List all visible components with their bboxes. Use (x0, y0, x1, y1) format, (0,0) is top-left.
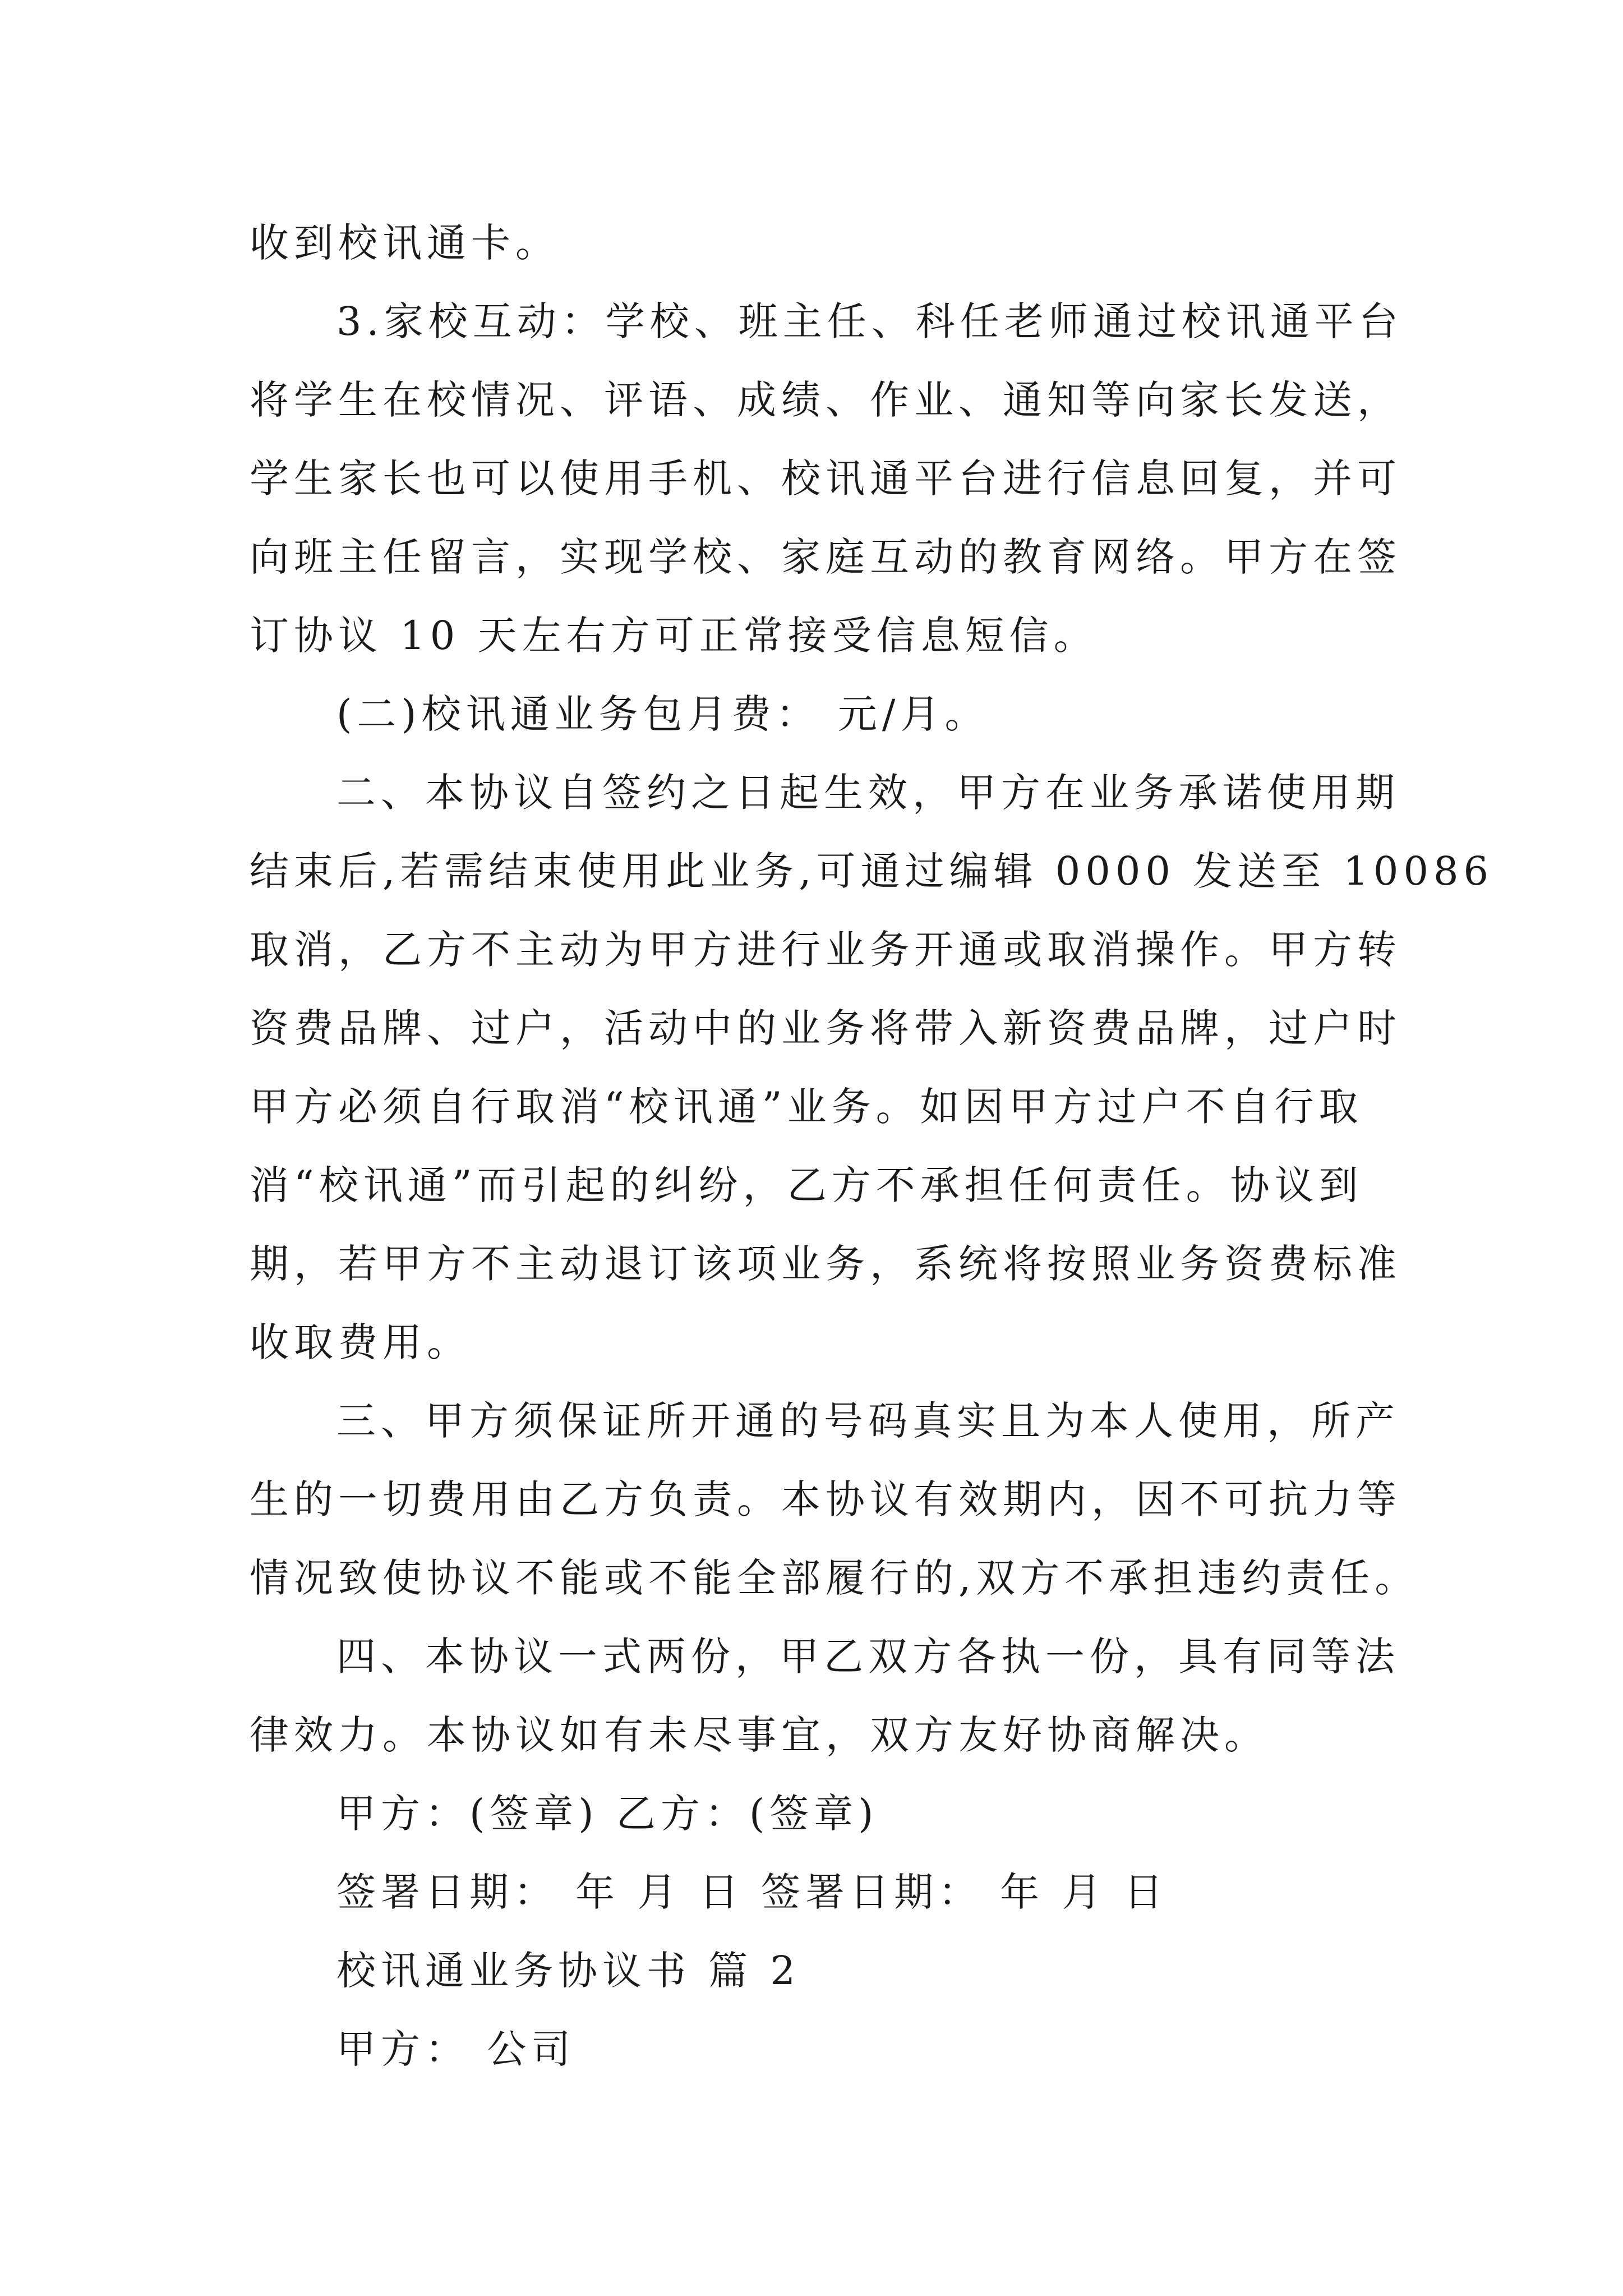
text-line: 甲方必须自行取消“校讯通”业务。如因甲方过户不自行取 (250, 1084, 1363, 1130)
text-line: 生的一切费用由乙方负责。本协议有效期内，因不可抗力等 (250, 1476, 1401, 1522)
signature-line: 甲方：(签章) 乙方：(签章) (336, 1791, 879, 1837)
text-line: 二、本协议自签约之日起生效，甲方在业务承诺使用期 (336, 770, 1400, 816)
text-line: 取消，乙方不主动为甲方进行业务开通或取消操作。甲方转 (250, 927, 1401, 973)
text-line: 结束后,若需结束使用此业务,可通过编辑 0000 发送至 10086 (250, 848, 1494, 894)
text-line: 将学生在校情况、评语、成绩、作业、通知等向家长发送， (250, 377, 1401, 423)
section-title: 校讯通业务协议书 篇 2 (336, 1948, 801, 1994)
signing-date-line: 签署日期： 年 月 日 签署日期： 年 月 日 (336, 1869, 1168, 1915)
text-line: 学生家长也可以使用手机、校讯通平台进行信息回复，并可 (250, 455, 1401, 501)
text-line: 情况致使协议不能或不能全部履行的,双方不承担违约责任。 (250, 1555, 1419, 1601)
text-line: 四、本协议一式两份，甲乙双方各执一份，具有同等法 (336, 1634, 1400, 1680)
text-line: 消“校讯通”而引起的纠纷，乙方不承担任何责任。协议到 (250, 1162, 1363, 1208)
text-line: 向班主任留言，实现学校、家庭互动的教育网络。甲方在签 (250, 534, 1401, 580)
text-line: (二)校讯通业务包月费： 元/月。 (336, 691, 989, 737)
party-line: 甲方： 公司 (336, 2026, 576, 2072)
text-line: 3.家校互动：学校、班主任、科任老师通过校讯通平台 (336, 298, 1403, 344)
text-line: 律效力。本协议如有未尽事宜，双方友好协商解决。 (250, 1712, 1269, 1758)
text-line: 资费品牌、过户，活动中的业务将带入新资费品牌，过户时 (250, 1005, 1401, 1051)
text-line: 订协议 10 天左右方可正常接受信息短信。 (250, 613, 1098, 659)
text-line: 收到校讯通卡。 (250, 220, 560, 266)
text-line: 期，若甲方不主动退订该项业务，系统将按照业务资费标准 (250, 1241, 1401, 1287)
text-line: 收取费用。 (250, 1319, 471, 1365)
text-line: 三、甲方须保证所开通的号码真实且为本人使用，所产 (336, 1398, 1400, 1444)
